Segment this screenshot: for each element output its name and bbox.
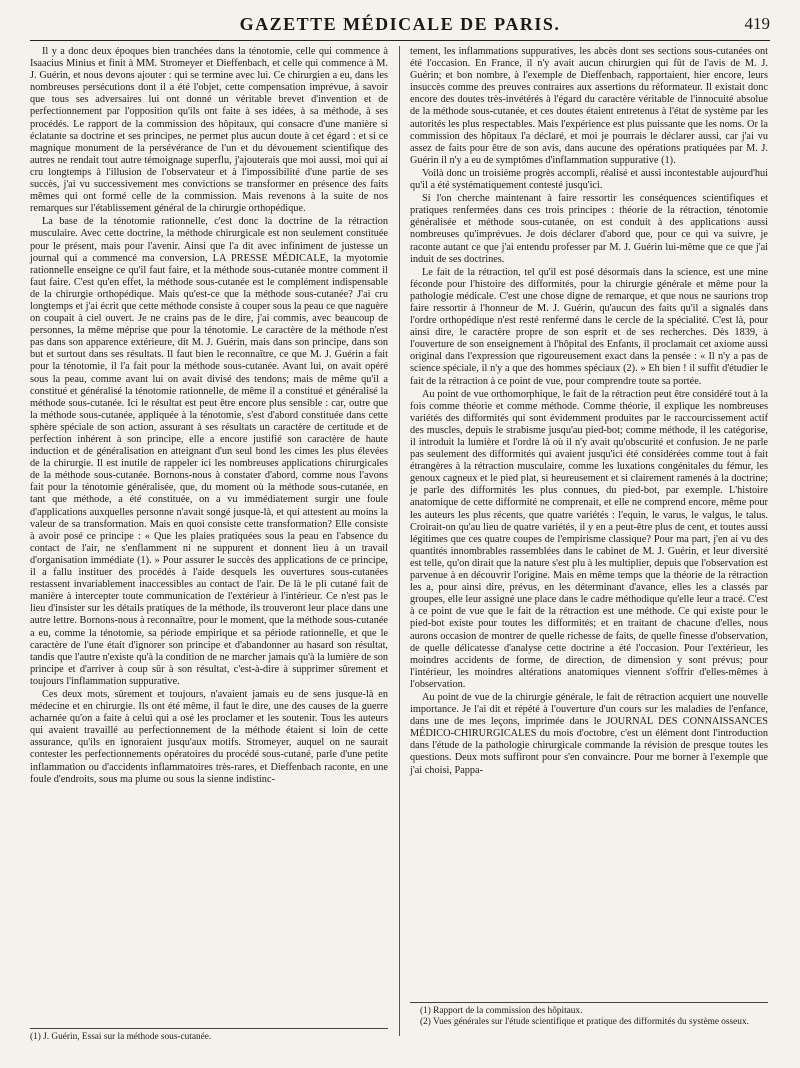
footnote: (1) J. Guérin, Essai sur la méthode sous-cutanée. [30, 1032, 212, 1042]
right-column [410, 46, 768, 777]
page-header [30, 14, 770, 38]
footnote: (1) Rapport de la commission des hôpitaux. [420, 1006, 583, 1016]
left-paragraph: Ces deux mots, sûrement et toujours, n'avaient jamais eu de sens jusque-là en médecine et en chirurgie. Ils ont été même, il faut le dire, une des causes de la guerre acharnée qu'on a faite à celui qui a osé les proclamer et les soutenir. Tous les auteurs qui avaient travaillé au perfectionnement de la méthode étaient si loin de cette assurance, qu'ils en ignoraient jusqu'aux motifs. Stromeyer, auquel on ne saurait contester les perfectionnements opératoires du procédé sous-cutané, parle d'une petite inflammation ou d'accidents inflammatoires très-rares, et Dieffenbach raconte, en une foule d'endroits, sous ma plume ou sous la sienne indistinc- [30, 688, 388, 785]
footnote: (2) Vues générales sur l'étude scientifique et pratique des difformités du système osseux. [420, 1017, 749, 1027]
right-paragraph: Au point de vue de la chirurgie générale, le fait de rétraction acquiert une nouvelle importance. Je l'ai dit et répété à l'ouverture d'un cours sur les maladies de l'enfance, dans une de mes leçons, imprimée dans le JOURNAL DES CONNAISSANCES MÉDICO-CHIRURGICALES du mois d'octobre, c'est un élément dont l'introduction dans l'étude de la pathologie chirurgicale commande la révision de presque toutes les questions. Deux mots suffiront pour s'en convaincre. Pour me borner à l'exemple que j'ai choisi, Pappa- [410, 691, 768, 776]
footnotes-right [410, 1002, 768, 1028]
right-paragraph: Au point de vue orthomorphique, le fait de la rétraction peut être considéré tout à la fois comme théorie et comme méthode. Comme théorie, il explique les nombreuses variétés des difformités qui sont évidemment produites par le raccourcissement actif des muscles, depuis le strabisme jusqu'au pied-bot; comme méthode, il les catégorise, il introduit la lumière et l'ordre là où il n'y avait qu'obscurité et confusion. Je ne parle pas seulement des difformités qui avaient jusqu'ici été considérées comme tout à fait étrangères à la rétraction musculaire, comme les luxations congénitales du fémur, les genoux cagneux et le pied plat, si heureusement et si clairement ramenés à la doctrine; je parle des difformités les plus connues, du pied-bot, par exemple. L'histoire anatomique de cette difformité ne comprenait, et elle ne comprend encore, même pour les auteurs les plus récents, que quatre variétés : l'equin, le varus, le valgus, le talus. Croirait-on qu'au lieu de quatre variétés, il y en a peut-être plus de cent, et toutes aussi légitimes que ces quatre coupes de l'empirisme classique? Pour ma part, j'en ai vu des quantités innombrables rassemblées dans le cabinet de M. J. Guérin, et leur diversité est telle, qu'on dirait que la nature s'est plu à les multiplier, depuis que l'observation est parvenue à en découvrir l'origine. Mais en même temps que la théorie de la rétraction les a, pour ainsi dire, prévus, en les déterminant d'avance, elles les a classés par groupes, elle leur assigné une place dans le cadre méthodique qu'elle leur a tracé. C'est à ce point de vue que le fait de la rétraction est une méthode. Ce qui existe pour le pied-bot existe pour toutes les difformités; et en traitant de chacune d'elles, nous aurons occasion de montrer de quelle richesse de faits, de quelle finesse d'observation, de quelle délicatesse d'analyse cette doctrine a été l'occasion. Pour l'extérieur, les moindres accidents de forme, de direction, de dimension y sont prévus; pour l'intérieur, les moindres altérations anatomiques viennent s'offrir d'elles-mêmes à l'observation. [410, 388, 768, 690]
right-paragraph: tement, les inflammations suppuratives, les abcès dont ses sections sous-cutanées ont été l'occasion. En France, il n'y avait aucun chirurgien qui fût de l'avis de M. J. Guérin; et bon nombre, à l'exemple de Dieffenbach, rapportaient, hier encore, leurs insuccès comme des preuves contraires aux assertions du réformateur. Il existait donc encore des doutes très-invétérés à l'égard du caractère véritable de l'innocuité absolue de la méthode sous-cutanée, et ces doutes étaient entretenus à l'état de système par les autorités les plus respectables. Mais l'expérience est plus puissante que les noms. Or la commission des hôpitaux l'a déclaré, et moi je pourrais le déclarer aussi, car j'ai vu assez de faits pour être de son avis, dans aucune des opérations pratiquées par M. J. Guérin il n'y a eu de symptômes d'inflammation suppurative (1). [410, 46, 768, 166]
header-rule [30, 40, 770, 41]
journal-title: GAZETTE MÉDICALE DE PARIS. [239, 14, 561, 34]
footnotes-left [30, 1028, 388, 1043]
right-paragraph: Si l'on cherche maintenant à faire ressortir les conséquences scientifiques et pratiques renfermées dans ces trois principes : théorie de la rétraction, ténotomie généralisée et méthode sous-cutanée, on est conduit à des applications aussi nombreuses qu'imprévues. Je dois déclarer d'abord que, pour ce qui va suivre, je raconte autant ce que j'ai entendu professer par M. J. Guérin lui-même que ce que j'ai induit de ses doctrines. [410, 193, 768, 265]
right-paragraph: Le fait de la rétraction, tel qu'il est posé désormais dans la science, est une mine féconde pour l'histoire des difformités, pour la chirurgie générale et même pour la pathologie médicale. C'est une chose digne de remarque, et que nous ne saurions trop faire ressortir à l'honneur de M. J. Guérin, qu'aucun des faits qu'il a signalés dans l'ordre orthopédique n'est resté renfermé dans le cercle de la spécialité. C'est là, pour ainsi dire, le caractère propre de son esprit et de ses recherches. Dès 1839, à l'ouverture de son enseignement à l'hôpital des Enfants, il proclamait cet axiome aussi original dans l'expression que rigoureusement exact dans la pensée : « Il n'y a pas de science spéciale, il n'y a que des hommes spéciaux (2). » Eh bien ! il suffit d'étudier le fait de la rétraction à ce point de vue, pour comprendre toute sa portée. [410, 266, 768, 387]
left-paragraph: La base de la ténotomie rationnelle, c'est donc la doctrine de la rétraction musculaire. Avec cette doctrine, la méthode chirurgicale est non seulement constituée pour le présent, mais pour l'avenir. Ainsi que l'a dit avec infiniment de justesse un journal qui a commencé ma conversion, LA PRESSE MÉDICALE, la myotomie rationnelle enseigne ce qu'il faut faire, et la méthode sous-cutanée montre comment il faut faire. C'est qu'en effet, la méthode sous-cutanée est le complément indispensable de la chirurgie orthopédique. Mais qu'est-ce que la méthode sous-cutanée? J'ai cru longtemps et j'ai écrit que cette méthode consiste à couper sous la peau ce que naguère on coupait à ciel ouvert. Je ne crains pas de le dire, j'ai commis, avec beaucoup de personnes, la même méprise que pour la ténotomie. Le caractère de la méthode n'est pas dans son apparence extérieure, dit M. J. Guérin, mais dans son principe, dans son but et surtout dans ses résultats. Il faut bien le reconnaître, ce que M. J. Guérin a fait pour la ténotomie, il l'a fait pour la méthode sous-cutanée. Avant lui, on avait opéré sous la peau, comme avant lui on avait divisé des tendons; mais de même qu'il a constitué et généralisé la ténotomie rationnelle, de même il a constitué et généralisé la méthode sous-cutanée. Ici le résultat est peut être encore plus sensible : car, outre que la méthode sous-cutanée, appliquée à la ténotomie, s'est d'abord constituée dans cette sphère spéciale de son action, assurant à ses résultats un caractère de certitude et de perfection inhérent à son principe, elle a encore justifié son caractère de haute induction et de généralisation en atteignant d'un seul bond les cimes les plus élevées de la chirurgie. Il est inutile de rappeler ici les nombreuses applications chirurgicales de la méthode sous-cutanée. Bornons-nous à constater d'abord, comme nous l'avons fait pour la ténotomie généralisée, que, du moment où la méthode sous-cutanée, en tant que méthode, a été constituée, on a vu immédiatement surgir une foule d'applications auxquelles personne n'avait songé jusque-là, et qui attestent au moins la valeur de sa transformation. Mais en quoi consiste cette transformation? Elle consiste à avoir posé ce principe : « Que les plaies pratiquées sous la peau en l'absence du contact de l'air, ne s'enflamment ni ne suppurent et donnent lieu à un travail d'organisation immédiate (1). » Pour assurer le succès des applications de ce principe, il a fallu instituer des procédés à l'aide desquels les ouvertures sous-cutanées restassent invariablement inaccessibles au contact de l'air. De là le pli cutané fait de manière à intercepter toute communication de l'extérieur à l'intérieur. Ce n'est pas le lieu d'insister sur les détails pratiques de la méthode, ils trouveront leur place dans une autre lettre. Bornons-nous à reconnaître, pour le moment, que la méthode sous-cutanée a eu, comme la ténotomie, sa période empirique et sa période rationnelle, et que le caractère de l'une était d'ignorer son principe et d'abandonner au hasard son résultat, tandis que l'autre n'existe qu'à la condition de ne marcher jamais qu'à la lumière de son principe et d'arriver à coup sûr à son résultat, c'est-à-dire à supprimer sûrement et toujours l'inflammation suppurative. [30, 216, 388, 687]
left-column [30, 46, 388, 786]
left-paragraph: Il y a donc deux époques bien tranchées dans la ténotomie, celle qui commence à Isaacius Minius et finit à MM. Stromeyer et Dieffenbach, et celle qui commence à M. J. Guérin, et nous devons ajouter : qui se termine avec lui. Ce chirurgien a eu, dans les nombreuses persécutions dont il a été l'objet, cette compensation imprévue, à savoir que tous ses adversaires lui ont donné un véritable brevet d'invention et de perfectionnement par l'opposition qu'ils ont faite à ses idées, à sa méthode, à ses procédés. Le rapport de la commission des hôpitaux, qui consacre d'une manière si éclatante sa doctrine et ses principes, ne permet plus aucun doute à cet égard : et si ce magnique monument de la persévérance de l'un et du dévouement scientifique des autres ne rendait tout autre témoignage superflu, j'ajouterais que moi aussi, moi qui ai cru longtemps à l'illusion de l'observateur et à l'impossibilité d'une partie de ses succès, j'ai vu successivement mes convictions se transformer en présence des faits mêmes qui ont formé celle de la commission. Mais revenons à la suite de nos remarques sur l'établissement général de la chirurgie orthopédique. [30, 46, 388, 215]
column-divider [399, 46, 400, 1036]
right-paragraph: Voilà donc un troisième progrès accompli, réalisé et aussi incontestable aujourd'hui qu'il a été systématiquement contesté jusqu'ici. [410, 167, 768, 192]
page-number: 419 [744, 14, 770, 33]
